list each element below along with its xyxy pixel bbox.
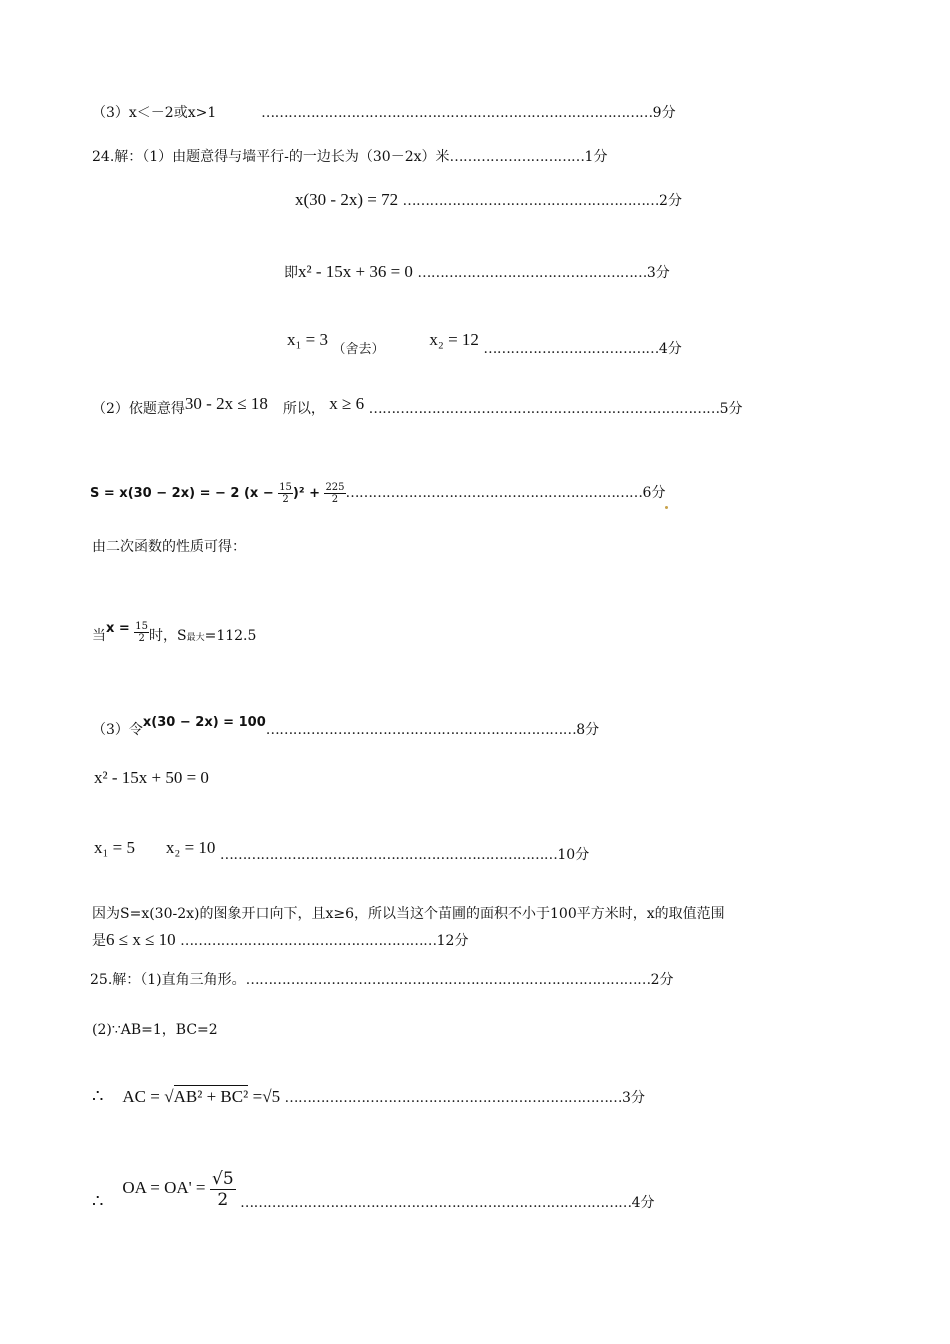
q24-part2: [92, 394, 743, 419]
equation: x(30 - 2x) = 72: [295, 190, 399, 209]
score-label: 10分: [557, 847, 590, 863]
root-1: x₁ = 5: [94, 838, 136, 857]
therefore-symbol: ∴: [92, 1086, 104, 1107]
q24-s-expression: [90, 478, 668, 509]
score-dots: …………………………………………………: [180, 933, 437, 949]
property-text: 由二次函数的性质可得：: [92, 539, 246, 555]
oa-left: OA = OA' =: [122, 1178, 206, 1197]
score-label: 9分: [652, 105, 676, 121]
max-x: x =: [106, 621, 130, 636]
score-label: 3分: [622, 1090, 645, 1106]
q25-intro: [90, 970, 674, 990]
connector-text: 所以，: [282, 401, 325, 417]
score-dots: ………………………………………………………………………………: [245, 972, 651, 988]
prefix-text: （2）依题意得: [92, 401, 185, 417]
q24-eq1: [295, 190, 682, 211]
score-dots: …………………………………………………………………: [284, 1090, 623, 1106]
score-dots: ……………………………………………………………………: [368, 401, 720, 417]
score-dots: …………………………: [449, 149, 585, 165]
radicand: AB² + BC²: [173, 1087, 249, 1106]
q24-roots: [287, 330, 682, 357]
ac-value: √5: [262, 1087, 281, 1106]
prefix-text: 当: [92, 628, 106, 644]
score-dots: ……………………………………………: [417, 265, 647, 281]
score-dots: ……………………………………………………………………………: [261, 105, 653, 121]
q24-eq3: [94, 768, 209, 789]
score-dots: …………………………………………………………………: [219, 847, 558, 863]
score-dots: …………………………………: [483, 341, 659, 357]
score-label: 2分: [650, 972, 674, 988]
discard-note: （舍去）: [332, 342, 385, 357]
prefix-text: 是: [92, 933, 106, 949]
root-1: x₁ = 3: [287, 330, 329, 349]
fraction-15-2: $\frac{15}{2}$: [279, 481, 292, 505]
ac-left: AC =: [122, 1087, 160, 1106]
max-subscript: 最大: [186, 633, 205, 643]
prefix-text: 即: [284, 265, 298, 281]
score-label: 3分: [646, 265, 670, 281]
q25-intro-text: 25.解：（1)直角三角形。: [90, 972, 246, 988]
inequality-result: x ≥ 6: [329, 394, 365, 413]
root-2: x₂ = 12: [429, 330, 479, 349]
prefix-text: （3）令: [92, 722, 143, 738]
equation: x² - 15x + 36 = 0: [298, 262, 413, 281]
score-dots: ……………………………………………………………: [265, 722, 577, 738]
score-dots: …………………………………………………: [402, 193, 660, 209]
score-label: 8分: [576, 722, 600, 738]
max-value: =112.5: [204, 628, 257, 644]
q24-conclusion: [92, 904, 725, 924]
q24-eq2: [284, 262, 670, 283]
fraction-15-2: $\frac{15}{2}$: [135, 620, 148, 644]
edit-mark-icon: [665, 506, 668, 509]
q23-part3-text: （3）x＜－2或x>1: [92, 105, 217, 121]
fraction-225-2: $\frac{225}{2}$: [325, 481, 345, 505]
inequality: 6 ≤ x ≤ 10: [106, 930, 176, 949]
equation: x(30 − 2x) = 100: [142, 715, 266, 730]
score-label: 2分: [659, 193, 682, 209]
score-label: 1分: [584, 149, 608, 165]
equals-sign: =: [252, 1087, 263, 1106]
s-expression-left: S = x(30 − 2x) = − 2 (x −: [90, 486, 274, 501]
q25-oa: [92, 1168, 655, 1210]
q24-roots2: [94, 838, 590, 863]
s-expression-right: )² +: [292, 486, 320, 501]
max-mid-text: 时，S: [149, 628, 187, 644]
conclusion-text: 因为S=x(30-2x)的图象开口向下，且x≥6，所以当这个苗圃的面积不小于100平方米时，x的取值范围: [92, 906, 725, 922]
q24-intro: [92, 147, 607, 167]
score-label: 5分: [719, 401, 743, 417]
score-label: 6分: [642, 485, 666, 501]
score-dots: …………………………………………………………: [345, 485, 643, 501]
q24-property: [92, 537, 246, 557]
score-label: 4分: [631, 1195, 655, 1211]
therefore-symbol: ∴: [92, 1191, 104, 1212]
inequality: 30 - 2x ≤ 18: [184, 394, 268, 413]
sqrt-sign-icon: √: [164, 1087, 174, 1106]
q24-intro-text: 24.解：（1）由题意得与墙平行-的一边长为（30－2x）米: [92, 149, 450, 165]
q25-ac: [92, 1082, 645, 1113]
fraction-sqrt5-2: $\frac{√5}{2}$: [211, 1168, 234, 1210]
q24-max: [92, 622, 256, 652]
score-label: 4分: [658, 341, 682, 357]
q24-conclusion-2: [92, 930, 468, 951]
equation: x² - 15x + 50 = 0: [94, 768, 209, 787]
q24-part3: [92, 715, 600, 743]
q25-part2: [92, 1020, 218, 1040]
q25-part2-text: (2)∵AB=1，BC=2: [92, 1022, 218, 1038]
q23-part3: [92, 103, 676, 123]
score-label: 12分: [436, 933, 469, 949]
root-2: x₂ = 10: [165, 838, 216, 857]
score-dots: ……………………………………………………………………………: [240, 1195, 632, 1211]
